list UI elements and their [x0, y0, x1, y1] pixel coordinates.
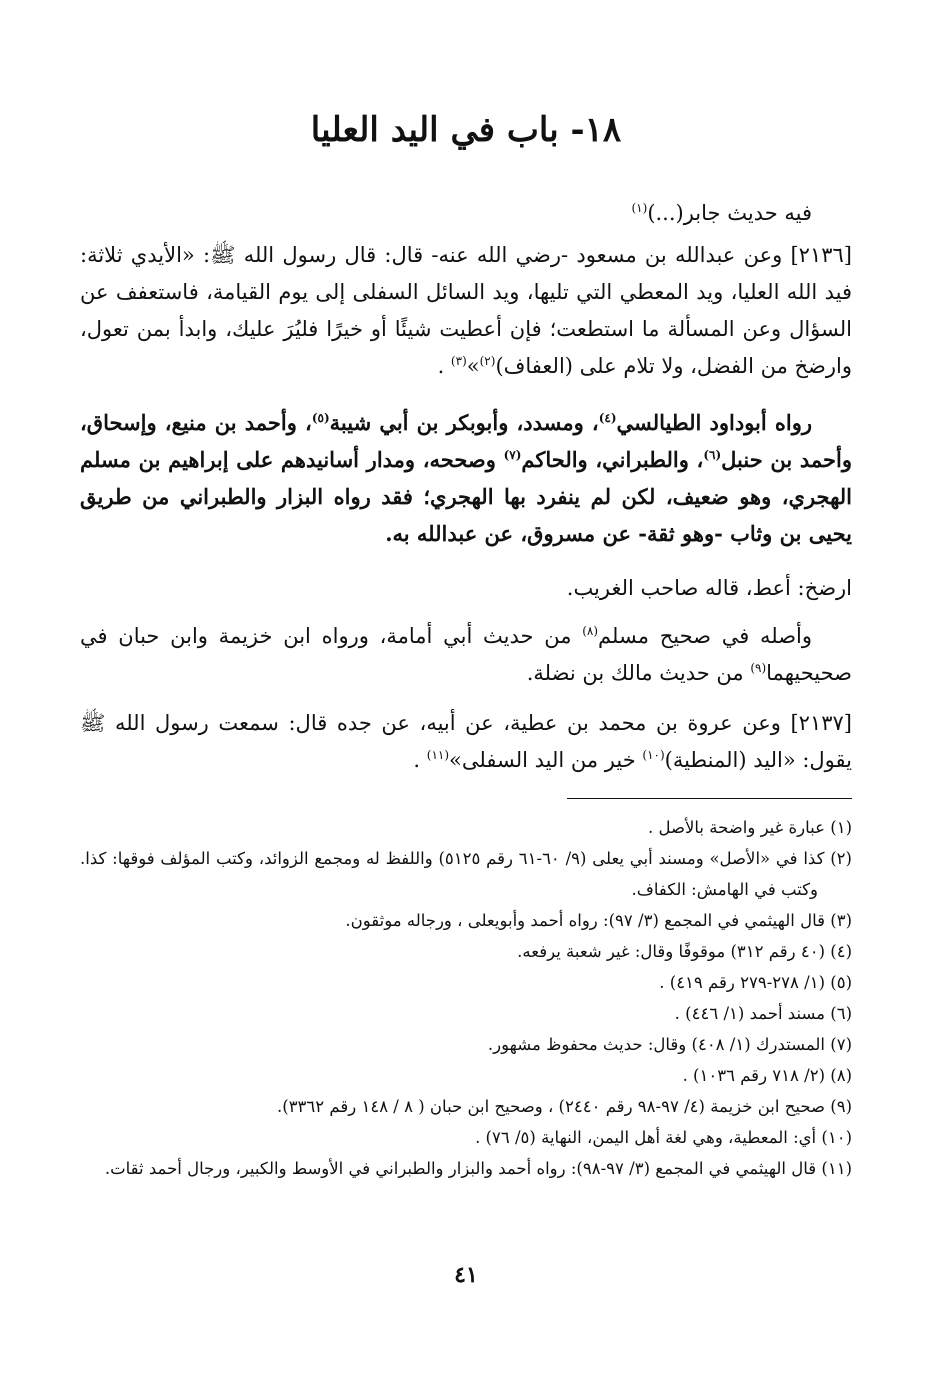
asl-text-3: من حديث مالك بن نضلة.: [526, 661, 751, 685]
footnote-10: (١٠) أي: المعطية، وهي لغة أهل اليمن، النهاية (٥/ ٧٦) .: [475, 1128, 852, 1147]
footnote-ref-2: (٢): [479, 354, 496, 368]
hadith-2136-end: .: [437, 354, 451, 378]
footnote-7: (٧) المستدرك (١/ ٤٠٨) وقال: حديث محفوظ مشهور.: [487, 1035, 852, 1054]
footnote-8: (٨) (٢/ ٧١٨ رقم ١٠٣٦) .: [682, 1066, 852, 1085]
footnote-3: (٣) قال الهيثمي في المجمع (٣/ ٩٧): رواه أحمد وأبويعلى ، ورجاله موثقون.: [345, 911, 852, 930]
asl-paragraph: [80, 618, 852, 692]
footnote-ref-5: (٥): [311, 411, 330, 425]
gloss-paragraph: [80, 570, 852, 607]
footnote-6: (٦) مسند أحمد (١/ ٤٤٦) .: [674, 1004, 852, 1023]
footnote-ref-4: (٤): [598, 411, 617, 425]
footnote-ref-1: (١): [631, 201, 648, 215]
footnote-ref-8: (٨): [582, 624, 599, 638]
asl-text-1: وأصله في صحيح مسلم: [598, 624, 812, 648]
takhrij-text-4: ، والطبراني، والحاكم: [521, 447, 704, 472]
hadith-2136-close-quote: »: [466, 354, 480, 378]
asl-text-2: من حديث أبي أمامة، ورواه ابن خزيمة وابن حبان في صحيحيهما: [80, 624, 852, 685]
footnote-ref-9: (٩): [750, 661, 767, 675]
chapter-title: ١٨- باب في اليد العليا: [310, 110, 622, 150]
footnote-ref-7: (٧): [503, 448, 522, 462]
book-page: [80, 0, 852, 1378]
footnote-ref-6: (٦): [703, 448, 722, 462]
footnote-11: (١١) قال الهيثمي في المجمع (٣/ ٩٧-٩٨): رواه أحمد والبزار والطبراني في الأوسط والكبير، ورجال أحمد ثقات.: [104, 1159, 852, 1178]
footnote-9: (٩) صحيح ابن خزيمة (٤/ ٩٧-٩٨ رقم ٢٤٤٠) ، وصحيح ابن حبان ( ٨ / ١٤٨ رقم ٣٣٦٢).: [277, 1097, 852, 1116]
intro-text: فيه حديث جابر(...): [647, 201, 812, 225]
intro-paragraph: [80, 195, 852, 232]
takhrij-paragraph: [80, 404, 852, 552]
hadith-2137-paragraph: [80, 705, 852, 779]
footnote-1: (١) عبارة غير واضحة بالأصل .: [648, 818, 852, 837]
footnote-ref-3: (٣): [450, 354, 467, 368]
takhrij-text-3: ، وأحمد بن منيع، وإسحاق، وأحمد بن حنبل: [80, 410, 853, 472]
hadith-2136-text: [٢١٣٦] وعن عبدالله بن مسعود -رضي الله عنه- قال: قال رسول الله ﷺ: «الأيدي ثلاثة: فيد الله العليا، ويد المعطي التي تليها، ويد السائل السفلى إلى يوم القيامة، فاستعفف عن السؤال وعن المسألة ما استطعت؛ فإن أعطيت شيئًا أو خيرًا فليُرَ عليك، وابدأ بمن تعول، وارضخ من الفضل، ولا تلام على (العفاف): [80, 243, 852, 378]
takhrij-text-1: رواه أبوداود الطيالسي: [616, 410, 812, 435]
hadith-2137-end: .: [413, 748, 427, 772]
footnote-4: (٤) (٤٠ رقم ٣١٢) موقوفًا وقال: غير شعبة يرفعه.: [517, 942, 852, 961]
gloss-text: ارضخ: أعط، قاله صاحب الغريب.: [566, 576, 852, 600]
takhrij-text-2: ، ومسدد، وأبوبكر بن أبي شيبة: [329, 410, 599, 435]
takhrij-text-5: وصححه، ومدار أسانيدهم على إبراهيم بن مسلم الهجري، وهو ضعيف، لكن لم ينفرد بها الهجري؛ فقد رواه البزار والطبراني من طريق يحيى بن وثاب -وهو ثقة- عن مسروق، عن عبدالله به.: [80, 447, 852, 546]
footnote-divider: [567, 798, 852, 799]
footnotes: [80, 812, 852, 1184]
footnote-2: (٢) كذا في «الأصل» ومسند أبي يعلى (٩/ ٦٠-٦١ رقم ٥١٢٥) واللفظ له ومجمع الزوائد، وكتب المؤلف فوقها: كذا. وكتب في الهامش: الكفاف.: [80, 849, 852, 899]
hadith-2137-text-2: خير من اليد السفلى»: [449, 748, 643, 772]
hadith-2136-paragraph: [80, 237, 852, 385]
hadith-2137-text: [٢١٣٧] وعن عروة بن محمد بن عطية، عن أبيه، عن جده قال: سمعت رسول الله ﷺ يقول: «اليد (المنطية): [80, 711, 852, 772]
page-number: ٤١: [454, 1262, 478, 1288]
footnote-ref-10: (١٠): [642, 748, 665, 762]
footnote-5: (٥) (١/ ٢٧٨-٢٧٩ رقم ٤١٩) .: [659, 973, 852, 992]
footnote-ref-11: (١١): [426, 748, 450, 762]
